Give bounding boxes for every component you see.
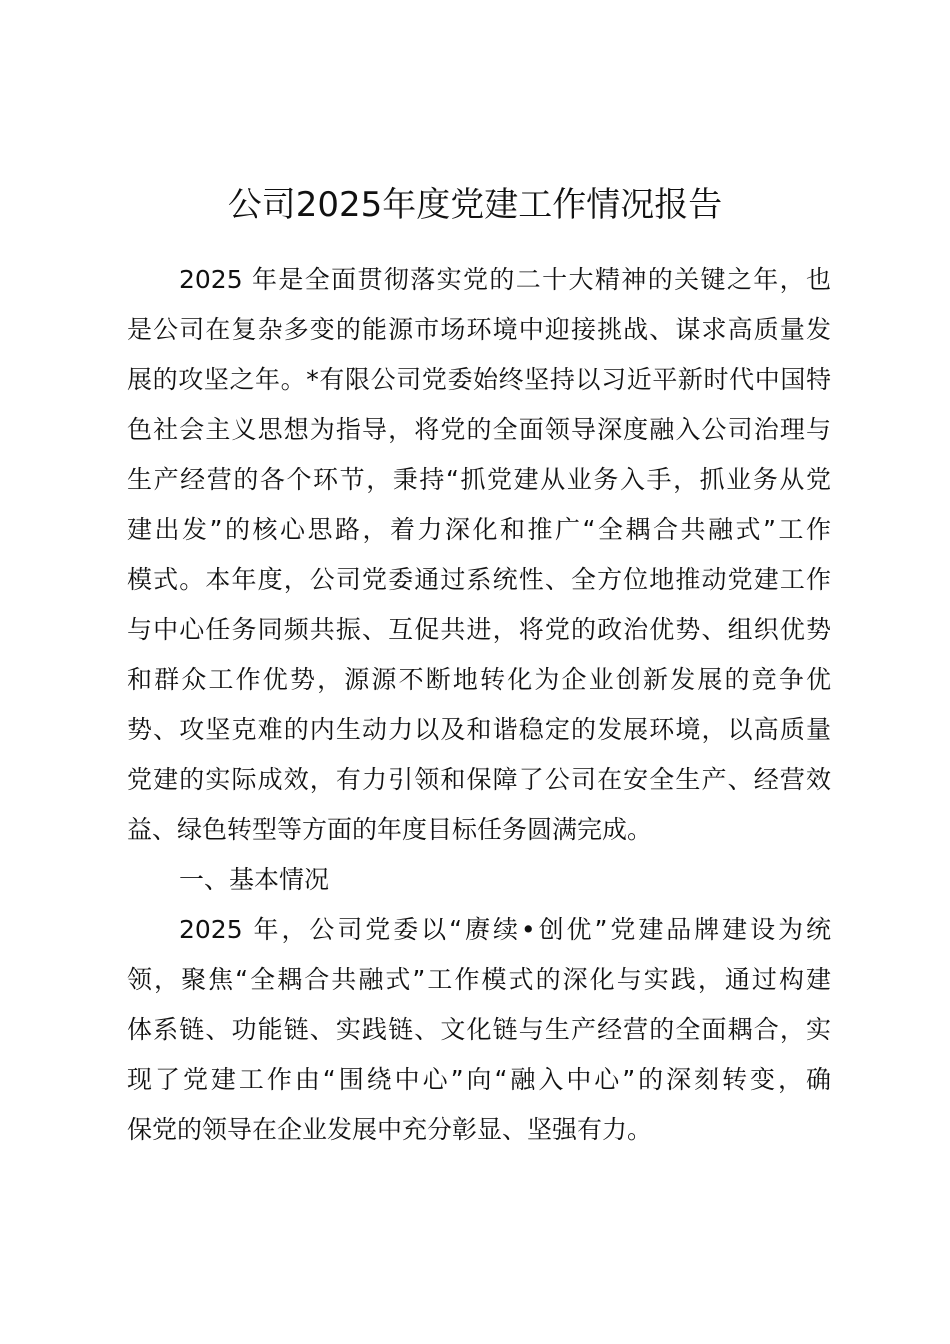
paragraph-line: 势、攻坚克难的内生动力以及和谐稳定的发展环境，以高质量 <box>127 715 831 744</box>
paragraph-line: 和群众工作优势，源源不断地转化为企业创新发展的竞争优 <box>127 665 831 694</box>
paragraph-line: 与中心任务同频共振、互促共进，将党的政治优势、组织优势 <box>127 615 831 644</box>
paragraph-line: 保党的领导在企业发展中充分彰显、坚强有力。 <box>127 1115 653 1144</box>
document-title: 公司2025年度党建工作情况报告 <box>227 185 723 225</box>
paragraph-line: 领，聚焦“全耦合共融式”工作模式的深化与实践，通过构建 <box>127 965 831 994</box>
paragraph-line: 生产经营的各个环节，秉持“抓党建从业务入手，抓业务从党 <box>127 465 831 494</box>
paragraph-line: 色社会主义思想为指导，将党的全面领导深度融入公司治理与 <box>127 415 831 444</box>
paragraph-line: 益、绿色转型等方面的年度目标任务圆满完成。 <box>127 815 653 844</box>
paragraph-line: 模式。本年度，公司党委通过系统性、全方位地推动党建工作 <box>127 565 831 594</box>
paragraph-line: 党建的实际成效，有力引领和保障了公司在安全生产、经营效 <box>127 765 831 794</box>
paragraph-line: 体系链、功能链、实践链、文化链与生产经营的全面耦合，实 <box>127 1015 831 1044</box>
paragraph-line: 建出发”的核心思路，着力深化和推广“全耦合共融式”工作 <box>127 515 831 544</box>
document-body <box>127 255 831 1155</box>
paragraph-line: 展的攻坚之年。*有限公司党委始终坚持以习近平新时代中国特 <box>127 365 831 394</box>
paragraph-line: 现了党建工作由“围绕中心”向“融入中心”的深刻转变，确 <box>127 1065 831 1094</box>
paragraph-line: 2025 年，公司党委以“赓续•创优”党建品牌建设为统 <box>179 915 831 944</box>
paragraph-line: 2025 年是全面贯彻落实党的二十大精神的关键之年，也 <box>179 265 831 294</box>
section-heading: 一、基本情况 <box>179 865 330 894</box>
paragraph-line: 是公司在复杂多变的能源市场环境中迎接挑战、谋求高质量发 <box>127 315 831 344</box>
